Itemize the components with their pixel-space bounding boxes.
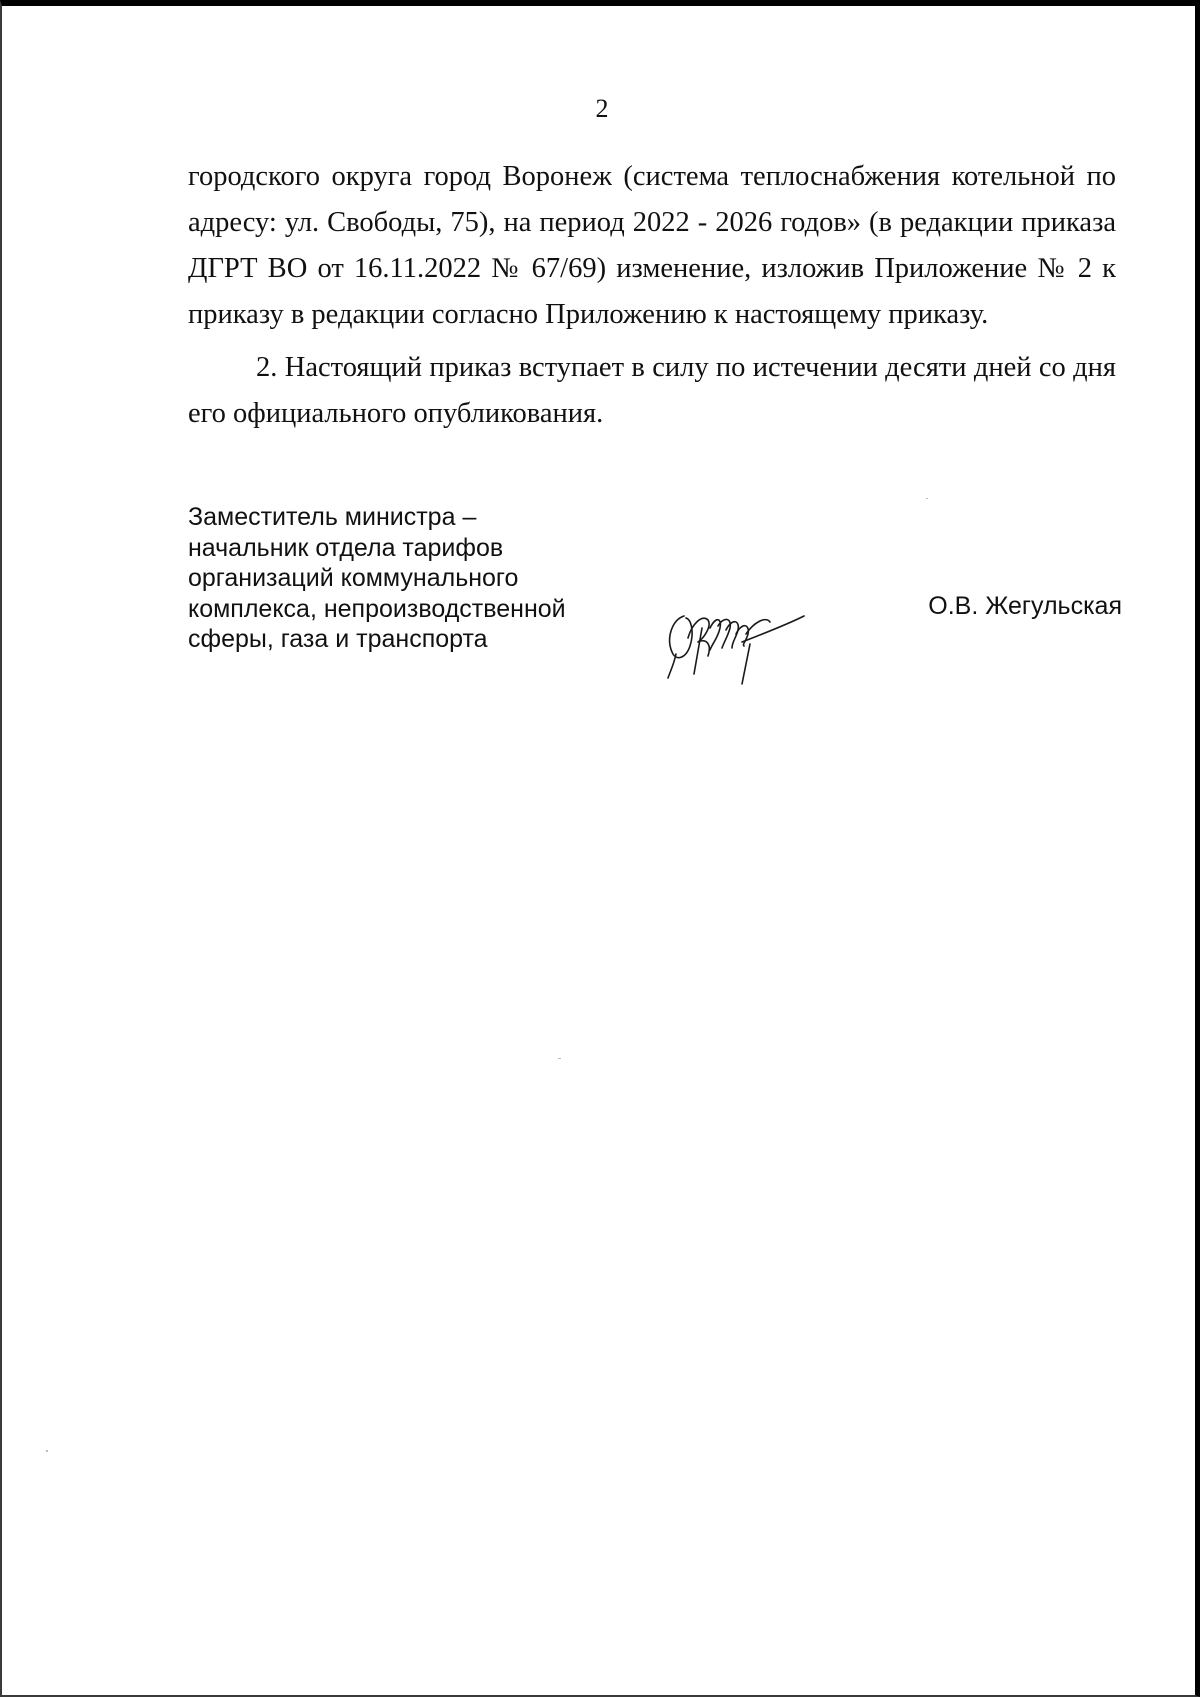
- paragraph-amendment: [188, 154, 1116, 338]
- body-text: [188, 154, 1116, 437]
- scan-speck: [46, 1450, 48, 1452]
- scan-speck: [558, 1058, 561, 1059]
- signer-title: [188, 502, 608, 655]
- paragraph-line: адресу: ул. Свободы, 75), на период 2022 - 2026 годов» (в редакции приказа: [188, 207, 1116, 238]
- page-number: 2: [595, 94, 609, 123]
- signer-name: О.В. Жегульская: [928, 592, 1122, 620]
- paragraph-line: 2. Настоящий приказ вступает в силу по истечении десяти дней со дня: [256, 352, 1116, 383]
- paragraph-line: его официального опубликования.: [188, 398, 604, 429]
- paragraph-effective-date: [188, 345, 1116, 437]
- signer-title-line: сферы, газа и транспорта: [188, 625, 488, 653]
- signer-title-line: организаций коммунального: [188, 564, 519, 592]
- signer-title-line: Заместитель министра –: [188, 503, 477, 531]
- scan-speck: [926, 498, 928, 499]
- paragraph-line: ДГРТ ВО от 16.11.2022 № 67/69) изменение, изложив Приложение № 2 к: [188, 253, 1116, 284]
- handwritten-signature: [662, 598, 822, 688]
- paragraph-line: приказу в редакции согласно Приложению к настоящему приказу.: [188, 299, 989, 330]
- signer-title-line: начальник отдела тарифов: [188, 533, 504, 562]
- paragraph-line: городского округа город Воронеж (система теплоснабжения котельной по: [188, 161, 1116, 192]
- signer-title-line: комплекса, непроизводственной: [188, 594, 566, 623]
